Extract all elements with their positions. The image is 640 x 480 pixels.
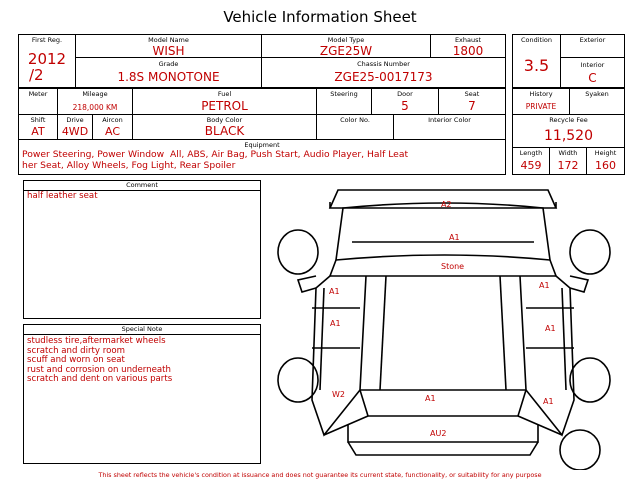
length-cell xyxy=(512,147,550,175)
mileage-cell xyxy=(57,88,133,115)
steering-label: Steering xyxy=(330,90,358,98)
comment-header: Comment xyxy=(24,181,260,191)
color-no-label: Color No. xyxy=(340,116,370,124)
comment-box xyxy=(23,180,261,319)
aircon-label: Aircon xyxy=(102,116,123,124)
fuel-cell xyxy=(132,88,317,115)
height-value: 160 xyxy=(595,159,616,172)
model-type-label: Model Type xyxy=(327,36,365,44)
width-value: 172 xyxy=(557,159,579,172)
tailgate-outline xyxy=(360,390,526,416)
car-damage-diagram xyxy=(268,180,628,470)
recycle-fee-label: Recycle Fee xyxy=(549,116,588,124)
drive-value: 4WD xyxy=(61,125,89,138)
history-value: PRIVATE xyxy=(525,102,557,111)
body-color-label: Body Color xyxy=(206,116,243,124)
first-reg-cell xyxy=(18,34,76,88)
damage-rear-bumper: AU2 xyxy=(430,429,447,438)
model-name-label: Model Name xyxy=(148,36,189,44)
door-label: Door xyxy=(397,90,413,98)
aircon-cell xyxy=(92,114,133,140)
mileage-value: 218,000 KM xyxy=(72,103,118,112)
left-body-outline xyxy=(312,276,360,435)
exhaust-value: 1800 xyxy=(452,44,484,58)
color-no-cell xyxy=(316,114,394,140)
comment-text: half leather seat xyxy=(27,191,98,201)
history-cell xyxy=(512,88,570,115)
drive-cell xyxy=(57,114,93,140)
sheet-title: Vehicle Information Sheet xyxy=(223,8,417,26)
door-cell xyxy=(371,88,439,115)
damage-left-front-door: A1 xyxy=(330,319,341,328)
recycle-fee-cell xyxy=(512,114,625,148)
exterior-label: Exterior xyxy=(579,36,606,44)
damage-right-front-fender: A1 xyxy=(539,281,550,290)
equipment-cell xyxy=(18,139,506,175)
equipment-label: Equipment xyxy=(244,141,280,149)
condition-cell xyxy=(512,34,561,88)
grade-label: Grade xyxy=(158,60,179,68)
wheel-rear-right xyxy=(570,358,610,402)
spare-wheel xyxy=(560,430,600,470)
length-value: 459 xyxy=(520,159,542,172)
length-label: Length xyxy=(519,149,543,157)
seat-cell xyxy=(438,88,506,115)
shift-label: Shift xyxy=(30,116,46,124)
height-cell xyxy=(586,147,625,175)
exhaust-label: Exhaust xyxy=(454,36,482,44)
meter-label: Meter xyxy=(28,90,48,98)
model-type-value: ZGE25W xyxy=(319,44,373,58)
fuel-label: Fuel xyxy=(217,90,232,98)
damage-left-rear: W2 xyxy=(332,390,345,399)
chassis-number-value: ZGE25-0017173 xyxy=(334,70,433,84)
interior-color-cell xyxy=(393,114,506,140)
width-label: Width xyxy=(558,149,578,157)
damage-right-rear: A1 xyxy=(543,397,554,406)
door-value: 5 xyxy=(401,99,409,113)
wheel-front-right xyxy=(570,230,610,274)
first-reg-label: First Reg. xyxy=(31,36,63,44)
grade-cell xyxy=(75,57,262,88)
wheel-front-left xyxy=(278,230,318,274)
right-body-outline xyxy=(526,276,574,435)
exhaust-cell xyxy=(430,34,506,58)
first-reg-month: /2 xyxy=(29,66,44,84)
condition-value: 3.5 xyxy=(523,56,550,75)
first-reg-year: 2012 xyxy=(27,50,67,68)
condition-label: Condition xyxy=(520,36,553,44)
damage-tailgate: A1 xyxy=(425,394,436,403)
meter-cell xyxy=(18,88,58,115)
drive-label: Drive xyxy=(66,116,84,124)
seat-value: 7 xyxy=(468,99,476,113)
seat-label: Seat xyxy=(464,90,480,98)
chassis-number-label: Chassis Number xyxy=(357,60,410,68)
recycle-fee-value: 11,520 xyxy=(544,128,593,144)
special-note-header: Special Note xyxy=(24,325,260,335)
mileage-label: Mileage xyxy=(82,90,108,98)
aircon-value: AC xyxy=(104,125,120,138)
interior-label: Interior xyxy=(580,61,605,69)
model-name-cell xyxy=(75,34,262,58)
body-color-value: BLACK xyxy=(204,124,245,138)
right-mirror xyxy=(570,276,588,292)
syaken-label: Syaken xyxy=(585,90,609,98)
left-mirror xyxy=(298,276,316,292)
equipment-value: Power Steering, Power Window All, ABS, Air Bag, Push Start, Audio Player, Half Leat her Seat, Alloy Wheels, Fog Light, Rear Spoiler xyxy=(22,149,409,171)
damage-right-front-door: A1 xyxy=(545,324,556,333)
damage-left-front-fender: A1 xyxy=(329,287,340,296)
fuel-value: PETROL xyxy=(201,99,248,113)
model-type-cell xyxy=(261,34,431,58)
special-note-box xyxy=(23,324,261,464)
disclaimer-footer: This sheet reflects the vehicle's condition at issuance and does not guarantee its current state, functionality, or suitability for any purpose xyxy=(98,471,542,479)
hood-outline xyxy=(336,203,550,260)
height-label: Height xyxy=(594,149,617,157)
model-name-value: WISH xyxy=(152,44,185,58)
damage-front-bumper: A2 xyxy=(441,200,452,209)
damage-hood: A1 xyxy=(449,233,460,242)
exterior-cell xyxy=(560,34,625,58)
chassis-cell xyxy=(261,57,506,88)
grade-value: 1.8S MONOTONE xyxy=(117,70,220,84)
syaken-cell xyxy=(569,88,625,115)
steering-cell xyxy=(316,88,372,115)
interior-color-label: Interior Color xyxy=(428,116,471,124)
damage-windshield: Stone xyxy=(441,262,465,271)
width-cell xyxy=(549,147,587,175)
shift-cell xyxy=(18,114,58,140)
history-label: History xyxy=(529,90,553,98)
special-note-text: studless tire,aftermarket wheels scratch and dirty room scuff and worn on seat rust and corrosion on underneath scratch and dent on various parts xyxy=(27,336,173,385)
shift-value: AT xyxy=(31,125,45,138)
body-color-cell xyxy=(132,114,317,140)
interior-value: C xyxy=(588,71,597,85)
interior-cell xyxy=(560,57,625,88)
